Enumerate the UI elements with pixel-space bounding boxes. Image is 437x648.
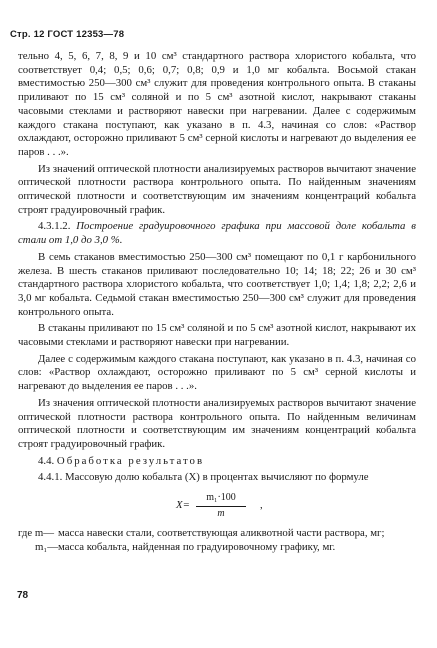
paragraph: В стаканы приливают по 15 см³ соляной и по 5 см³ азотной кислот, накрывают их часовыми стеклами и растворяют навески при нагревании. [18,322,416,349]
formula-fraction [196,491,246,520]
paragraph: 4.4.1. Массовую долю кобальта (X) в процентах вычисляют по формуле [38,471,369,484]
formula-denominator: m [217,507,225,519]
paragraph: Из значений оптической плотности анализируемых растворов вычитают значение оптической плотности раствора контрольного опыта. По найденным значениям оптической плотности и соответствующим им значениям концентраций кобальта строят градуировочный график. [18,162,416,216]
section-heading [18,455,416,469]
definitions [18,527,416,554]
paragraph: В семь стаканов вместимостью 250—300 см³ помещают по 0,1 г карбонильного железа. В шесть стаканов приливают последовательно 10; 14; 18; 22; 26 и 30 см³ стандартного раствора хлористого кобальта, что соответствует 1,0; 1,4; 1,8; 2,2; 2,6 и 3,0 мг кобальта. Седьмой стакан вместимостью 250—300 см³ служит для проведения контрольного опыта. [18,250,416,318]
paragraph: тельно 4, 5, 6, 7, 8, 9 и 10 см³ стандартного раствора хлористого кобальта, что соответствует 0,4; 0,5; 0,6; 0,7; 0,8; 0,9 и 1,0 мг кобальта. Восьмой стакан вместимостью 250—300 см³ служит для проведения контрольного опыта. В стаканы приливают по 15 см³ соляной и по 5 см³ азотной кислот, накрывают стаканы часовыми стеклами и растворяют навески при нагревании. Далее с содержимым каждого стакана поступают, как указано в п. 4.3, начиная со слов: «Раствор охлаждают, осторожно приливают 5 см³ серной кислоты и нагревают до выделения ее паров . . .». [18,50,416,158]
section-heading [18,220,416,247]
definition-item [18,541,416,555]
document-body [18,50,416,555]
section-title: Построение градуировочного графика при массовой доле кобальта в стали от 1,0 до 3,0 %. [18,220,416,247]
page-number: 78 [17,590,29,601]
paragraph: Из значения оптической плотности анализируемых растворов вычитают значение оптической плотности раствора контрольного опыта. По найденным величинам оптической плотности и соответствующим им значениям концентраций кобальта строят градуировочный график. [18,396,416,450]
definition-text: масса навески стали, соответствующая аликвотной части раствора, мг; [58,527,385,540]
definition-term: m₁— [35,540,58,553]
formula [18,491,416,521]
paragraph: Далее с содержимым каждого стакана поступают, как указано в п. 4.3, начиная со слов: «Раствор охлаждают, осторожно приливают по 5 см³ серной кислоты и нагревают до выделения ее паров . . .». [18,352,416,393]
formula-numerator: m₁·100 [196,491,246,507]
definition-term: где m— [18,527,55,540]
page-header: Стр. 12 ГОСТ 12353—78 [10,29,125,40]
definition-item [18,527,416,541]
section-number: 4.4. [38,454,55,467]
formula-trailing: , [260,499,263,512]
section-title: Обработка результатов [56,454,205,467]
definition-text: масса кобальта, найденная по градуировочному графику, мг. [58,540,336,553]
formula-lhs: X= [176,499,190,512]
section-number: 4.3.1.2. [38,220,71,233]
